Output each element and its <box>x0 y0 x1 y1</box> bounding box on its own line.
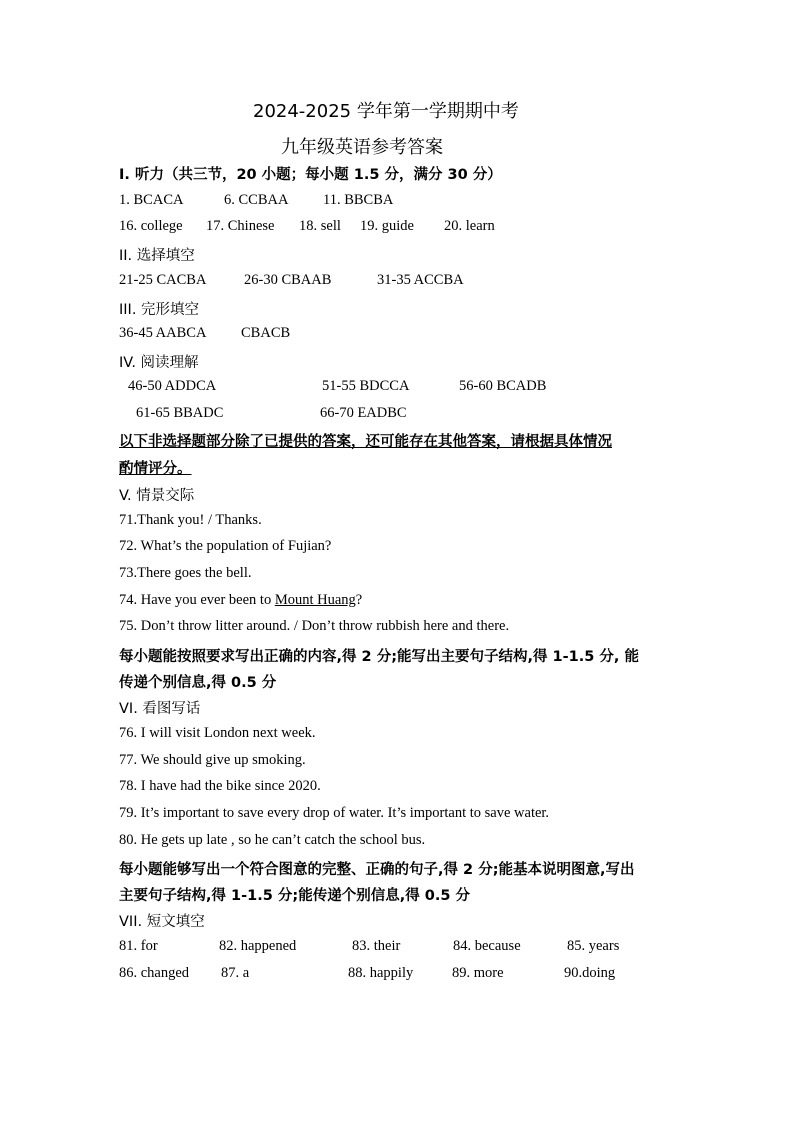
answer-group: 1. BCACA <box>119 192 184 208</box>
section-7-heading: VII. 短文填空 <box>119 914 205 930</box>
answer-group: 31-35 ACCBA <box>377 272 464 288</box>
answer-text: 74. Have you ever been to <box>119 592 275 608</box>
answer-group: 26-30 CBAAB <box>244 272 332 288</box>
page-subtitle: 九年级英语参考答案 <box>281 137 443 158</box>
answer-item: 19. guide <box>360 218 414 234</box>
answer-item: 89. more <box>452 965 504 981</box>
answer-item <box>119 592 362 609</box>
answer-item: 18. sell <box>299 218 341 234</box>
answer-item: 83. their <box>352 938 401 954</box>
section-6-heading: VI. 看图写话 <box>119 701 201 717</box>
answer-text: ? <box>355 592 363 608</box>
answer-item: 77. We should give up smoking. <box>119 752 306 768</box>
answer-item: 73.There goes the bell. <box>119 565 252 581</box>
section-3-heading: III. 完形填空 <box>119 302 200 318</box>
scoring-rule: 每小题能按照要求写出正确的内容,得 2 分;能写出主要句子结构,得 1-1.5 分, 能 <box>119 649 639 665</box>
answer-item: 86. changed <box>119 965 190 981</box>
answer-item: 81. for <box>119 938 158 954</box>
answer-item: 82. happened <box>219 938 297 954</box>
answer-item: 75. Don’t throw litter around. / Don’t throw rubbish here and there. <box>119 618 510 634</box>
answer-group: CBACB <box>241 325 291 341</box>
answer-item: 84. because <box>453 938 521 954</box>
section-1-heading: Ⅰ. 听力（共三节，20 小题；每小题 1.5 分，满分 30 分） <box>119 167 502 183</box>
answer-group: 51-55 BDCCA <box>322 378 410 394</box>
answer-group: 36-45 AABCA <box>119 325 207 341</box>
answer-item: 85. years <box>567 938 620 954</box>
scoring-rule: 主要句子结构,得 1-1.5 分;能传递个别信息,得 0.5 分 <box>119 888 470 904</box>
answer-item: 88. happily <box>348 965 414 981</box>
grading-note: 酌情评分。 <box>119 461 192 477</box>
grading-note: 以下非选择题部分除了已提供的答案，还可能存在其他答案，请根据具体情况 <box>119 434 612 450</box>
answer-item: 71.Thank you! / Thanks. <box>119 512 262 528</box>
answer-item: 80. He gets up late , so he can’t catch the school bus. <box>119 832 426 848</box>
section-5-heading: V. 情景交际 <box>119 488 195 504</box>
scoring-rule: 传递个别信息,得 0.5 分 <box>119 675 277 691</box>
answer-group: 61-65 BBADC <box>136 405 224 421</box>
answer-group: 11. BBCBA <box>323 192 394 208</box>
answer-item: 90.doing <box>564 965 616 981</box>
page-title: 2024-2025 学年第一学期期中考 <box>253 101 519 122</box>
answer-group: 46-50 ADDCA <box>128 378 217 394</box>
answer-item: 16. college <box>119 218 183 234</box>
answer-item: 17. Chinese <box>206 218 275 234</box>
answer-item: 20. learn <box>444 218 495 234</box>
section-4-heading: IV. 阅读理解 <box>119 355 199 371</box>
answer-group: 21-25 CACBA <box>119 272 207 288</box>
answer-item: 72. What’s the population of Fujian? <box>119 538 332 554</box>
answer-item: 78. I have had the bike since 2020. <box>119 778 321 794</box>
answer-group: 6. CCBAA <box>224 192 289 208</box>
scoring-rule: 每小题能够写出一个符合图意的完整、正确的句子,得 2 分;能基本说明图意,写出 <box>119 862 635 878</box>
answer-underlined: Mount Huang <box>274 592 356 608</box>
answer-group: 66-70 EADBC <box>320 405 407 421</box>
answer-item: 76. I will visit London next week. <box>119 725 316 741</box>
section-2-heading: II. 选择填空 <box>119 248 195 264</box>
answer-group: 56-60 BCADB <box>459 378 547 394</box>
answer-item: 87. a <box>221 965 250 981</box>
answer-item: 79. It’s important to save every drop of water. It’s important to save water. <box>119 805 550 821</box>
